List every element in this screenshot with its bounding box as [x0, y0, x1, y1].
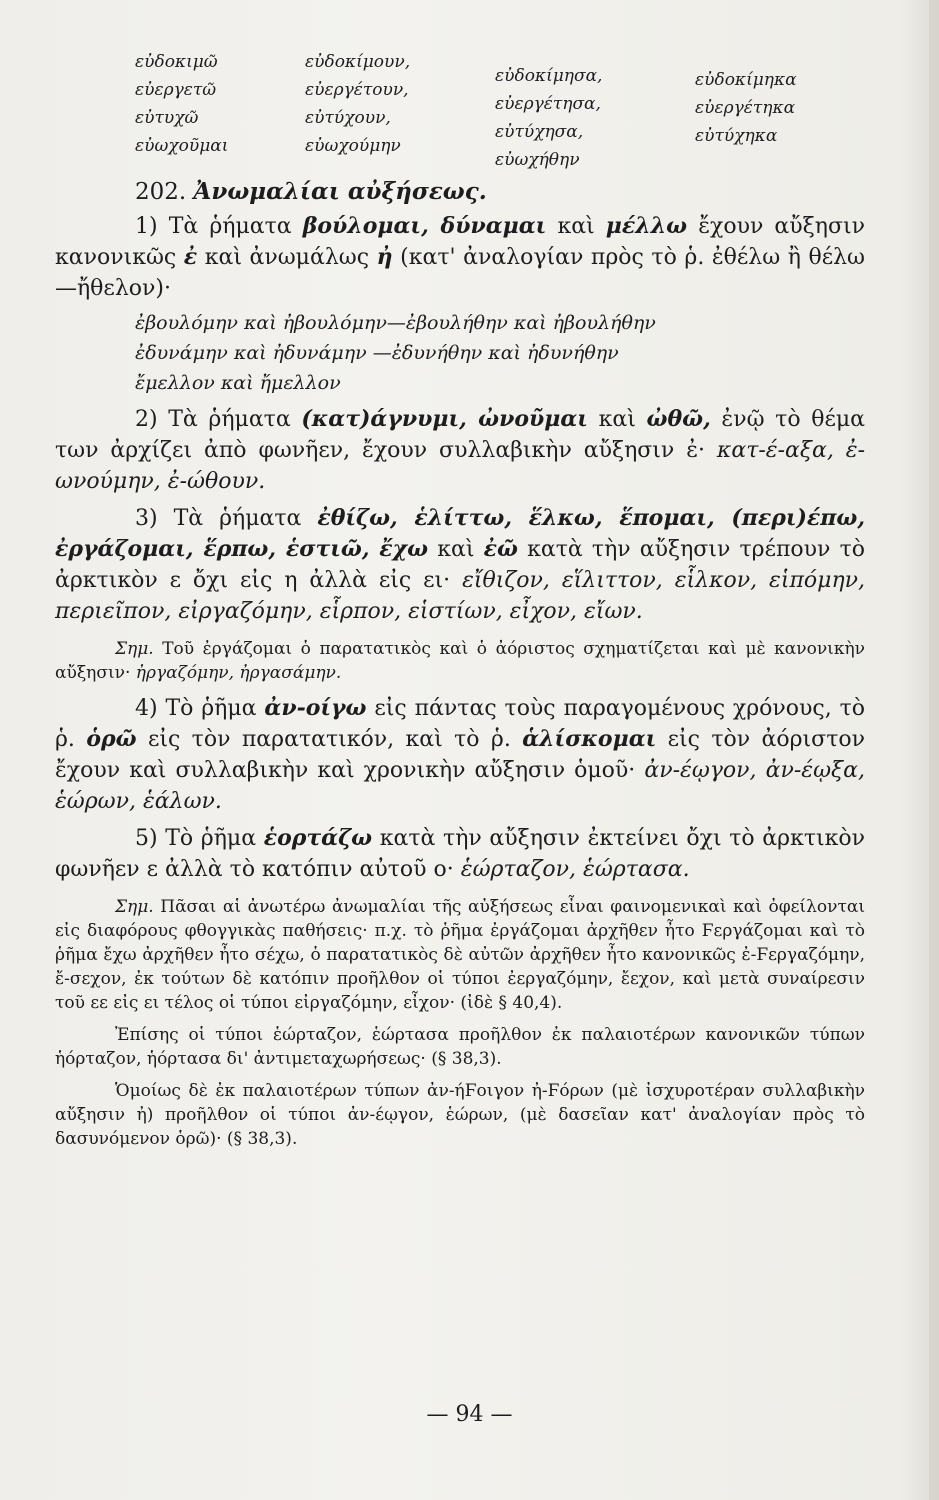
- list-item: εὐτυχῶ: [135, 108, 199, 128]
- list-item: εὐεργέτουν,: [305, 80, 409, 100]
- list-item: εὐτύχουν,: [305, 108, 391, 128]
- paragraph-3: 3) Τὰ ῥήματα ἐθίζω, ἑλίττω, ἕλκω, ἕπομαι, (περι)έπω, ἐργάζομαι, ἕρπω, ἑστιῶ, ἔχω καὶ ἐῶ κατὰ τὴν αὔξησιν τρέπουν τὸ ἀρκτικὸν ε ὄχι εἰς η ἀλλὰ εἰς ει· εἴθιζον, εἵλιττον, εἷλκον, εἱπόμην, περιεῖπον, εἰργαζόμην, εἷρπον, εἱστίων, εἶχον, εἴων.: [55, 505, 865, 624]
- section-title: Ἀνωμαλίαι αὐξήσεως.: [193, 178, 487, 205]
- example-list-1: [135, 308, 865, 398]
- note-3: Ἐπίσης οἱ τύποι ἑώρταζον, ἑώρτασα προῆλθον ἐκ παλαιοτέρων κανονικῶν τύπων ἡόρταζον, ἡόρτασα δι' ἀντιμεταχωρήσεως· (§ 38,3).: [55, 1025, 865, 1069]
- list-item: εὐωχοῦμαι: [135, 136, 229, 156]
- page-edge: [929, 0, 939, 1500]
- list-item: εὐεργετῶ: [135, 80, 217, 100]
- list-item: εὐωχούμην: [305, 136, 401, 156]
- perfect-column: [695, 66, 797, 150]
- paragraph-5: 5) Τὸ ῥῆμα ἑορτάζω κατὰ τὴν αὔξησιν ἐκτείνει ὄχι τὸ ἀρκτικὸν φωνῆεν ε ἀλλὰ τὸ κατόπιν αὐτοῦ ο· ἑώρταζον, ἑώρτασα.: [55, 825, 865, 882]
- section-number: 202.: [135, 179, 194, 205]
- imperfect-column: [305, 48, 410, 160]
- list-item: ἔμελλον καὶ ἤμελλον: [135, 372, 341, 394]
- list-item: εὐεργέτησα,: [495, 94, 601, 114]
- aorist-column: [495, 62, 602, 174]
- list-item: εὐτύχηκα: [695, 126, 778, 146]
- list-item: ἐδυνάμην καὶ ἠδυνάμην —ἐδυνήθην καὶ ἠδυνήθην: [135, 342, 619, 364]
- list-item: εὐτύχησα,: [495, 122, 584, 142]
- section-heading: [135, 178, 865, 205]
- note-2: Σημ. Πᾶσαι αἱ ἀνωτέρω ἀνωμαλίαι τῆς αὐξήσεως εἶναι φαινομενικαὶ καὶ ὀφείλονται εἰς διαφόρους φθογγικὰς παθήσεις· π.χ. τὸ ῥῆμα ἐργάζομαι ἀρχῆθεν ἦτο Ϝεργάζομαι καὶ τὸ ῥῆμα ἔχω ἀρχῆθεν ἦτο σέχω, ὁ παρατατικὸς δὲ αὐτῶν ἀρχῆθεν ἦτο κανονικῶς ἐ-Ϝεργαζόμην, ἔ-σεχον, ἐκ τούτων δὲ κατόπιν προῆλθον οἱ τύποι ἐεργαζόμην, ἔεχον, καὶ μετὰ συναίρεσιν τοῦ εε εἰς ει τέλος οἱ τύποι εἰργαζόμην, εἶχον· (ἰδὲ § 40,4).: [55, 897, 865, 1013]
- list-item: εὐωχήθην: [495, 150, 580, 170]
- list-item: ἐβουλόμην καὶ ἠβουλόμην—ἐβουλήθην καὶ ἠβουλήθην: [135, 312, 656, 334]
- paragraph-4: 4) Τὸ ῥῆμα ἀν-οίγω εἰς πάντας τοὺς παραγομένους χρόνους, τὸ ῥ. ὁρῶ εἰς τὸν παρατατικόν, καὶ τὸ ῥ. ἁλίσκομαι εἰς τὸν ἀόριστον ἔχουν καὶ συλλαβικὴν καὶ χρονικὴν αὔξησιν ὁμοῦ· ἀν-έῳγον, ἀν-έῳξα, ἑώρων, ἑάλων.: [55, 695, 865, 814]
- list-item: εὐδοκίμησα,: [495, 66, 603, 86]
- paragraph-1: 1) Τὰ ῥήματα βούλομαι, δύναμαι καὶ μέλλω ἔχουν αὔξησιν κανονικῶς ἐ καὶ ἀνωμάλως ἠ (κατ' ἀναλογίαν πρὸς τὸ ῥ. ἐθέλω ἢ θέλω—ἤθελον)·: [55, 213, 865, 301]
- paragraph-2: 2) Τὰ ῥήματα (κατ)άγνυμι, ὠνοῦμαι καὶ ὠθῶ, ἐνῷ τὸ θέμα των ἀρχίζει ἀπὸ φωνῆεν, ἔχουν συλλαβικὴν αὔξησιν ἐ· κατ-έ-αξα, ἐ-ωνούμην, ἐ-ώθουν.: [55, 406, 866, 494]
- list-item: εὐεργέτηκα: [695, 98, 796, 118]
- note-1: Σημ. Τοῦ ἐργάζομαι ὁ παρατατικὸς καὶ ὁ ἀόριστος σχηματίζεται καὶ μὲ κανονικὴν αὔξησιν· ἠργαζόμην, ἠργασάμην.: [55, 639, 865, 683]
- note-4: Ὁμοίως δὲ ἐκ παλαιοτέρων τύπων ἀν-ήϜοιγον ἠ-Ϝόρων (μὲ ἰσχυροτέραν συλλαβικὴν αὔξησιν ἠ) προῆλθον οἱ τύποι ἀν-έῳγον, ἑώρων, (μὲ δασεῖαν κατ' ἀναλογίαν πρὸς τὸ δασυνόμενον ὁρῶ)· (§ 38,3).: [55, 1081, 865, 1149]
- page-number: — 94 —: [426, 1402, 513, 1427]
- main-text: [55, 178, 865, 1159]
- present-column: [135, 48, 228, 160]
- list-item: εὐδοκίμουν,: [305, 52, 411, 72]
- list-item: εὐδοκίμηκα: [695, 70, 797, 90]
- list-item: εὐδοκιμῶ: [135, 52, 218, 72]
